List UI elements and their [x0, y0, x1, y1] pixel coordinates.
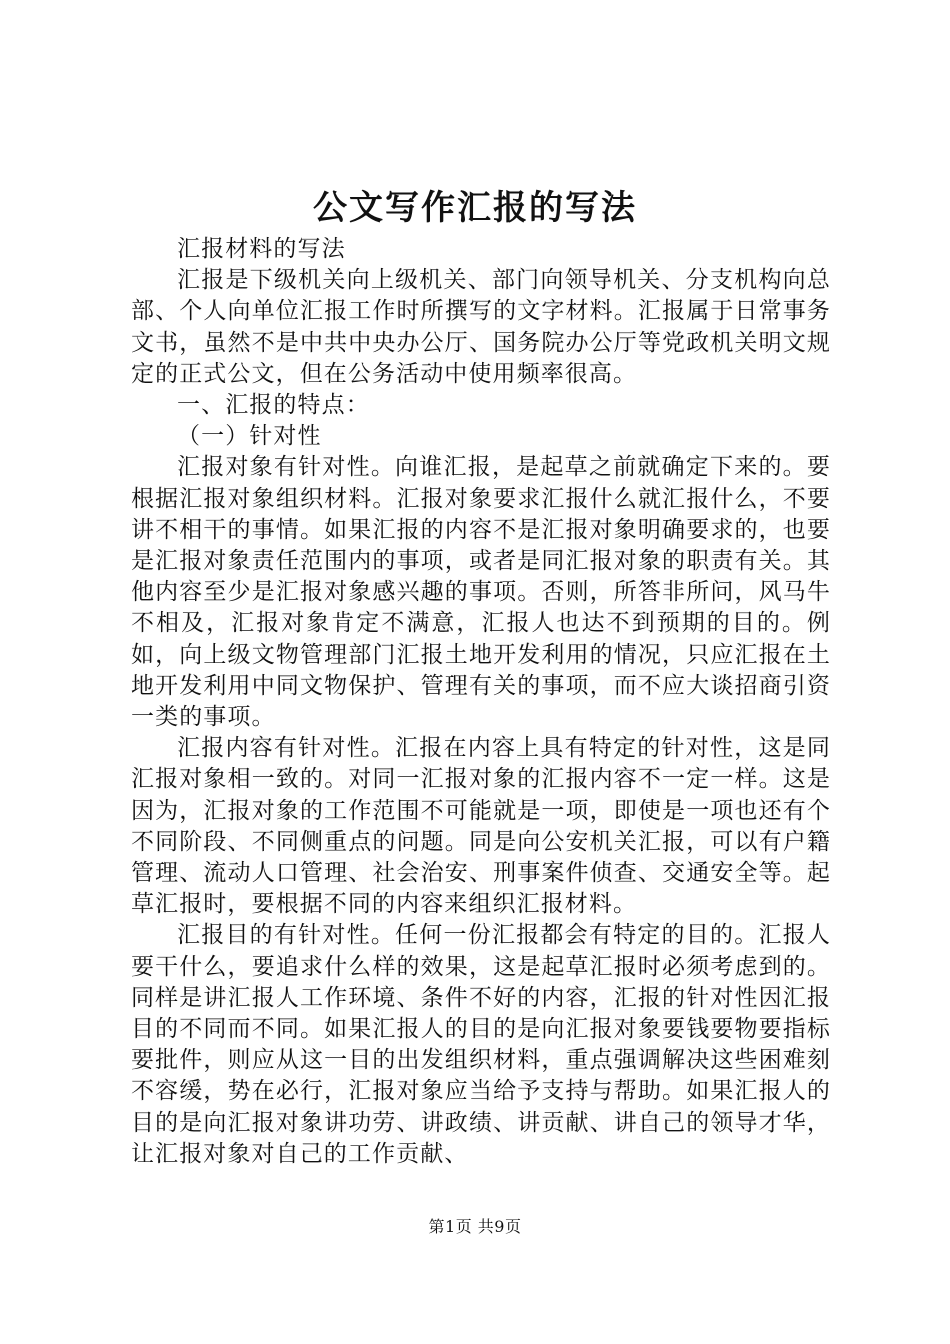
body-paragraph: 汇报内容有针对性。汇报在内容上具有特定的针对性，这是同汇报对象相一致的。对同一汇报对象的汇报内容不一定一样。这是因为，汇报对象的工作范围不可能就是一项，即使是一项也还有个不同阶段、不同侧重点的问题。同是向公安机关汇报，可以有户籍管理、流动人口管理、社会治安、刑事案件侦查、交通安全等。起草汇报时，要根据不同的内容来组织汇报材料。	[131, 735, 831, 918]
body-paragraph: 汇报目的有针对性。任何一份汇报都会有特定的目的。汇报人要干什么，要追求什么样的效果，这是起草汇报时必须考虑到的。同样是讲汇报人工作环境、条件不好的内容，汇报的针对性因汇报目的不同而不同。如果汇报人的目的是向汇报对象要钱要物要指标要批件，则应从这一目的出发组织材料，重点强调解决这些困难刻不容缓，势在必行，汇报对象应当给予支持与帮助。如果汇报人的目的是向汇报对象讲功劳、讲政绩、讲贡献、讲自己的领导才华，让汇报对象对自己的工作贡献、	[131, 922, 831, 1167]
section-heading: 一、汇报的特点：	[177, 392, 370, 419]
document-title: 公文写作汇报的写法	[313, 188, 637, 228]
page-number-footer: 第1页 共9页	[428, 1217, 522, 1236]
subsection-heading: （一）针对性	[177, 423, 322, 450]
intro-paragraph: 汇报是下级机关向上级机关、部门向领导机关、分支机构向总部、个人向单位汇报工作时所撰写的文字材料。汇报属于日常事务文书，虽然不是中共中央办公厅、国务院办公厅等党政机关明文规定的正式公文，但在公务活动中使用频率很高。	[131, 267, 831, 387]
body-paragraph: 汇报对象有针对性。向谁汇报，是起草之前就确定下来的。要根据汇报对象组织材料。汇报对象要求汇报什么就汇报什么，不要讲不相干的事情。如果汇报的内容不是汇报对象明确要求的，也要是汇报对象责任范围内的事项，或者是同汇报对象的职责有关。其他内容至少是汇报对象感兴趣的事项。否则，所答非所问，风马牛不相及，汇报对象肯定不满意，汇报人也达不到预期的目的。例如，向上级文物管理部门汇报土地开发利用的情况，只应汇报在土地开发利用中同文物保护、管理有关的事项，而不应大谈招商引资一类的事项。	[131, 454, 831, 731]
document-body	[131, 234, 831, 1170]
section-heading: 汇报材料的写法	[177, 236, 346, 262]
